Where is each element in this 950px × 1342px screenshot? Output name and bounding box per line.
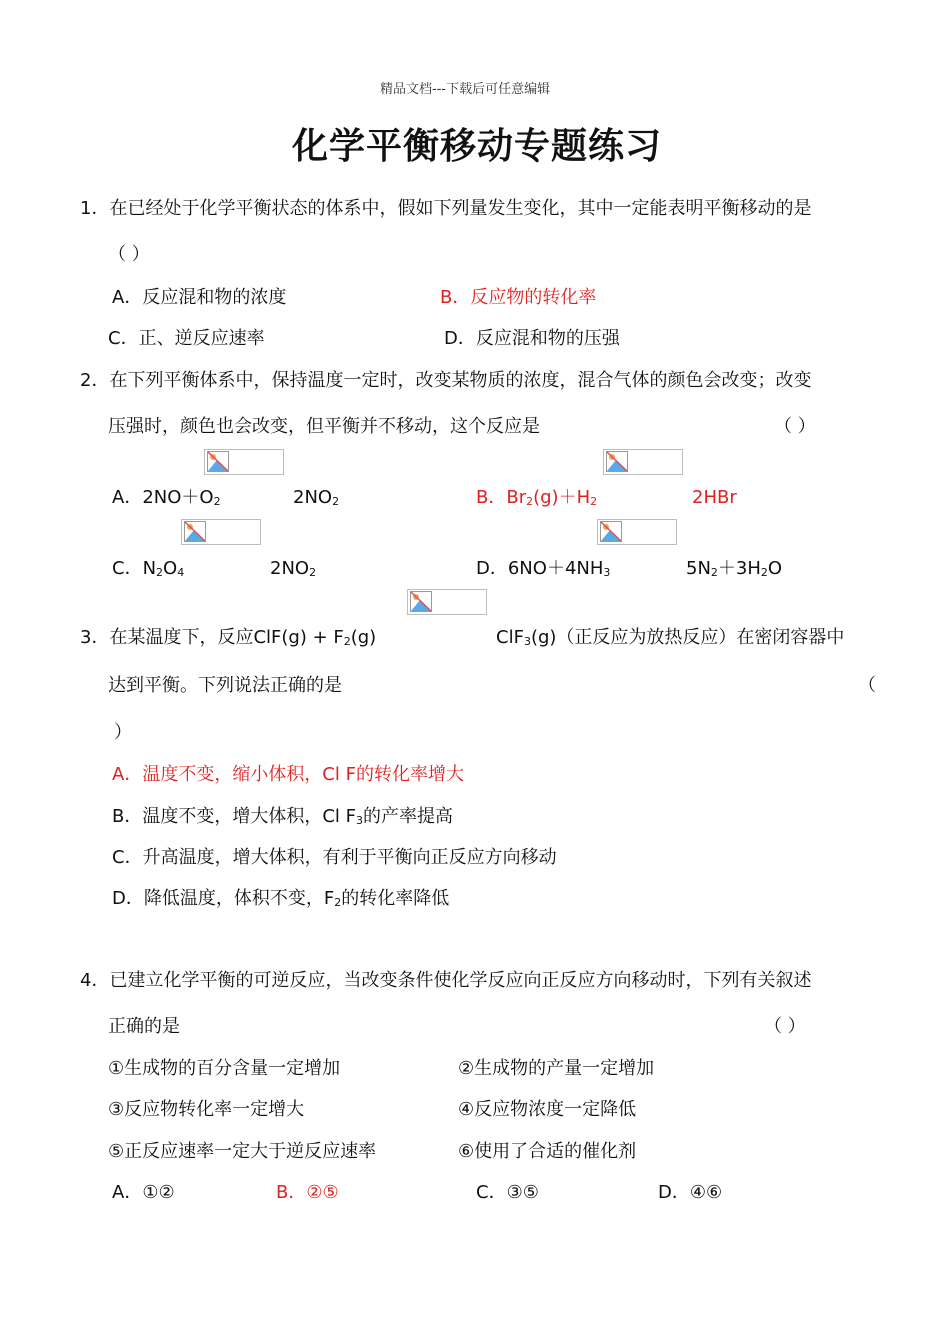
q3-stem-line2: 达到平衡。下列说法正确的是 [108, 675, 342, 696]
q1-option-d: D．反应混和物的压强 [444, 328, 620, 349]
q2-c-sub2: 4 [177, 566, 185, 579]
q3-option-b [112, 805, 453, 829]
q2-d-arrow-image [597, 519, 677, 545]
q2-option-a-product [293, 486, 339, 510]
q3-stem-reactants [80, 626, 376, 650]
q4-item-4: ④反应物浓度一定降低 [458, 1099, 637, 1120]
q2-a-arrow-image [204, 449, 284, 475]
q1-option-a: A．反应混和物的浓度 [112, 287, 287, 308]
q3-b-sub: 3 [356, 814, 363, 827]
q4-option-c: C．③⑤ [476, 1182, 539, 1203]
q2-stem-line2: 压强时，颜色也会改变，但平衡并不移动，这个反应是 [108, 416, 540, 437]
q2-d-reactants: D．6NO＋4NH [476, 558, 604, 579]
q3-d-a: D．降低温度，体积不变，F [112, 888, 335, 909]
q1-option-c: C．正、逆反应速率 [108, 328, 265, 349]
q2-d-prod3: O [767, 558, 783, 579]
q2-b-sub1: 2 [526, 495, 534, 508]
q3-stem-c: ClF [496, 627, 524, 648]
q3-stem-c-sub: 3 [523, 635, 531, 648]
q2-c-sub1: 2 [156, 566, 164, 579]
q3-option-c: C．升高温度，增大体积，有利于平衡向正反应方向移动 [112, 847, 557, 868]
q4-item-5: ⑤正反应速率一定大于逆反应速率 [108, 1141, 377, 1162]
q2-a-reactants: A．2NO＋O [112, 487, 214, 508]
q3-b-b: 的产率提高 [363, 806, 453, 827]
q2-c-o: O [163, 558, 178, 579]
q2-d-prod2: ＋3H [717, 558, 761, 579]
q3-arrow-image [407, 589, 487, 615]
broken-image-icon [410, 591, 432, 612]
q2-d-prod-sub2: 2 [760, 566, 768, 579]
q4-answer-paren: （ ） [764, 1016, 806, 1037]
q2-b-sub2: 2 [590, 495, 598, 508]
q2-option-a [112, 486, 221, 510]
q3-stem-a: 3．在某温度下，反应ClF(g) + F [80, 627, 344, 648]
q2-option-b [476, 486, 597, 510]
q2-option-b-product: 2HBr [692, 487, 737, 508]
q2-b-arrow-image [603, 449, 683, 475]
q2-c-n: C．N [112, 558, 157, 579]
q1-answer-paren: （ ） [108, 244, 150, 265]
q2-c-product-sub: 2 [309, 566, 317, 579]
q1-stem: 1．在已经处于化学平衡状态的体系中，假如下列量发生变化，其中一定能表明平衡移动的是 [80, 198, 812, 219]
q4-item-3: ③反应物转化率一定增大 [108, 1099, 305, 1120]
broken-image-icon [600, 521, 622, 542]
q4-item-1: ①生成物的百分含量一定增加 [108, 1058, 341, 1079]
q3-b-a: B．温度不变，增大体积，Cl F [112, 806, 356, 827]
q3-d-b: 的转化率降低 [341, 888, 450, 909]
broken-image-icon [184, 521, 206, 542]
q3-stem-sub: 2 [343, 635, 351, 648]
broken-image-icon [606, 451, 628, 472]
q4-stem-line1: 4．已建立化学平衡的可逆反应，当改变条件使化学反应向正反应方向移动时，下列有关叙述 [80, 970, 812, 991]
q4-option-d: D．④⑥ [658, 1182, 723, 1203]
page-header: 精品文档---下载后可任意编辑 [380, 82, 551, 97]
q2-option-c-product [270, 557, 316, 581]
q2-stem-line1: 2．在下列平衡体系中，保持温度一定时，改变某物质的浓度，混合气体的颜色会改变；改变 [80, 370, 812, 391]
q2-c-arrow-image [181, 519, 261, 545]
page-title: 化学平衡移动专题练习 [292, 126, 663, 167]
q3-stem-d: (g)（正反应为放热反应）在密闭容器中 [530, 627, 845, 648]
q2-a-product: 2NO [293, 487, 333, 508]
q4-option-a: A．①② [112, 1182, 175, 1203]
q4-option-b: B．②⑤ [276, 1182, 339, 1203]
q2-d-prod-sub1: 2 [710, 566, 718, 579]
q4-stem-line2: 正确的是 [108, 1016, 180, 1037]
q2-c-product: 2NO [270, 558, 310, 579]
q2-d-prod1: 5N [686, 558, 711, 579]
q3-option-a: A．温度不变，缩小体积，Cl F的转化率增大 [112, 764, 464, 785]
q2-option-c [112, 557, 184, 581]
q4-item-6: ⑥使用了合适的催化剂 [458, 1141, 637, 1162]
q2-a-product-sub: 2 [332, 495, 340, 508]
q2-option-d [476, 557, 610, 581]
q2-d-sub: 3 [603, 566, 611, 579]
q2-answer-paren: （ ） [774, 416, 816, 437]
q2-b-mid: (g)＋H [533, 487, 591, 508]
q2-option-d-product [686, 557, 782, 581]
broken-image-icon [207, 451, 229, 472]
q3-paren-open: （ [858, 675, 876, 696]
q3-stem-b: (g) [350, 627, 377, 648]
q1-option-b: B．反应物的转化率 [440, 287, 597, 308]
q4-item-2: ②生成物的产量一定增加 [458, 1058, 655, 1079]
q3-option-d [112, 887, 449, 911]
q3-paren-close: ） [114, 722, 132, 743]
q3-stem-product [496, 626, 844, 650]
q3-d-sub: 2 [334, 896, 342, 909]
q2-a-sub: 2 [213, 495, 221, 508]
q2-b-br: B．Br [476, 487, 527, 508]
